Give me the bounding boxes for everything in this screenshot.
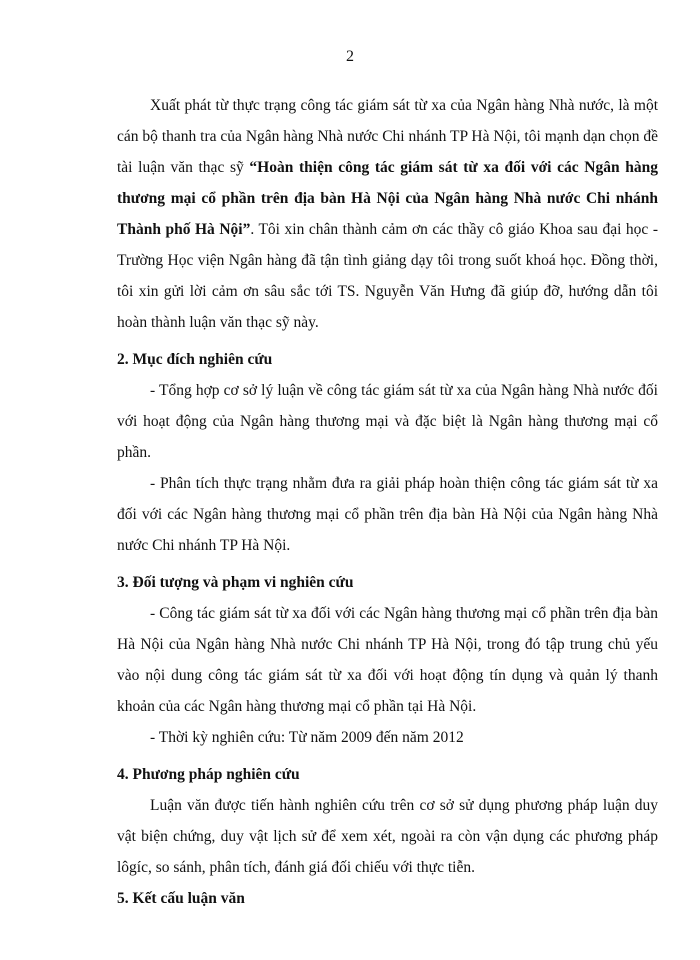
- section-heading-method: 4. Phương pháp nghiên cứu: [117, 766, 300, 783]
- section-heading-scope: 3. Đối tượng và phạm vi nghiên cứu: [117, 574, 354, 591]
- page-number: 2: [346, 48, 354, 65]
- page-content: [117, 90, 658, 914]
- scope-paragraph-1: - Công tác giám sát từ xa đối với các Ngân hàng thương mại cổ phần trên địa bàn Hà Nội của Ngân hàng Nhà nước Chi nhánh TP Hà Nội, trong đó tập trung chủ yếu vào nội dung công tác giám sát từ xa đối với hoạt động tín dụng và quản lý thanh khoản của các Ngân hàng thương mại cổ phần tại Hà Nội.: [117, 605, 658, 715]
- intro-text-part1: Xuất phát từ thực trạng công tác giám sát từ xa của Ngân hàng Nhà nước, là một cán bộ thanh tra của Ngân hàng Nhà nước Chi nhánh TP Hà Nội, tôi mạnh dạn chọn đề tài luận văn thạc sỹ: [117, 97, 658, 176]
- section-heading-structure: 5. Kết cấu luận văn: [117, 890, 245, 907]
- purpose-paragraph-2: - Phân tích thực trạng nhằm đưa ra giải pháp hoàn thiện công tác giám sát từ xa đối với các Ngân hàng thương mại cổ phần trên địa bàn Hà Nội của Ngân hàng Nhà nước Chi nhánh TP Hà Nội.: [117, 475, 658, 554]
- method-paragraph: Luận văn được tiến hành nghiên cứu trên cơ sở sử dụng phương pháp luận duy vật biện chứng, duy vật lịch sử để xem xét, ngoài ra còn vận dụng các phương pháp lôgíc, so sánh, phân tích, đánh giá đối chiếu với thực tiễn.: [117, 797, 658, 876]
- purpose-paragraph-1: - Tổng hợp cơ sở lý luận về công tác giám sát từ xa của Ngân hàng Nhà nước đối với hoạt động của Ngân hàng thương mại và đặc biệt là Ngân hàng thương mại cổ phần.: [117, 382, 658, 461]
- section-heading-purpose: 2. Mục đích nghiên cứu: [117, 351, 273, 368]
- scope-paragraph-2: - Thời kỳ nghiên cứu: Từ năm 2009 đến năm 2012: [150, 729, 464, 746]
- thesis-title: “Hoàn thiện công tác giám sát từ xa đối với các Ngân hàng thương mại cổ phần trên địa bàn Hà Nội của Ngân hàng Nhà nước Chi nhánh Thành phố Hà Nội”: [117, 159, 659, 238]
- intro-text-part2: . Tôi xin chân thành cảm ơn các thầy cô giáo Khoa sau đại học - Trường Học viện Ngân hàng đã tận tình giảng dạy tôi trong suốt khoá học. Đồng thời, tôi xin gửi lời cảm ơn sâu sắc tới TS. Nguyễn Văn Hưng đã giúp đỡ, hướng dẫn tôi hoàn thành luận văn thạc sỹ này.: [117, 221, 658, 331]
- intro-paragraph: [117, 90, 658, 338]
